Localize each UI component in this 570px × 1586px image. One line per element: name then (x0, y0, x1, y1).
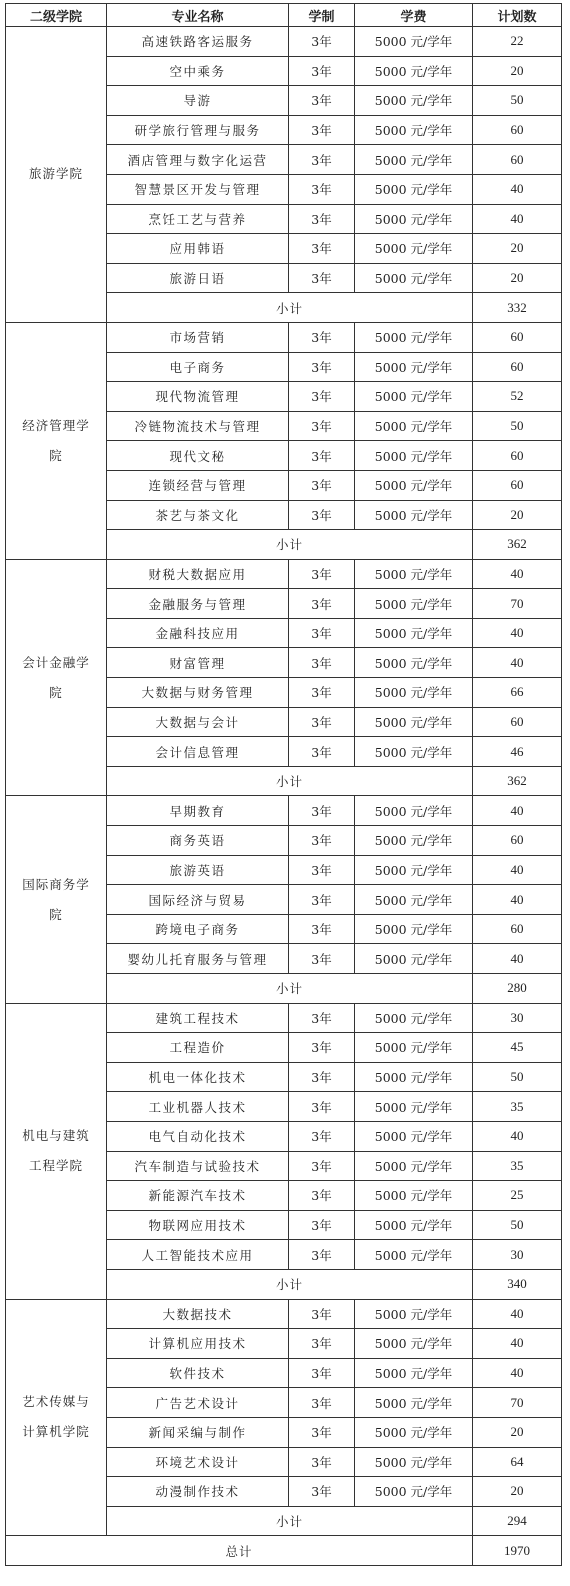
subtotal-label: 小计 (107, 766, 473, 796)
duration-cell: 3年 (289, 559, 355, 589)
duration-cell: 3年 (289, 263, 355, 293)
total-row (6, 1536, 562, 1566)
plan-count-cell: 40 (473, 885, 562, 915)
tuition-cell: 5000 元/学年 (355, 234, 473, 264)
plan-count-cell: 40 (473, 855, 562, 885)
duration-cell: 3年 (289, 589, 355, 619)
tuition-cell: 5000 元/学年 (355, 1417, 473, 1447)
subtotal-label: 小计 (107, 974, 473, 1004)
duration-cell: 3年 (289, 1003, 355, 1033)
duration-cell: 3年 (289, 737, 355, 767)
duration-cell: 3年 (289, 1329, 355, 1359)
enrollment-plan-table (5, 3, 562, 1566)
major-name-cell: 旅游英语 (107, 855, 289, 885)
plan-count-cell: 20 (473, 56, 562, 86)
duration-cell: 3年 (289, 1121, 355, 1151)
tuition-cell: 5000 元/学年 (355, 648, 473, 678)
duration-cell: 3年 (289, 944, 355, 974)
plan-count-cell: 40 (473, 1358, 562, 1388)
major-name-cell: 软件技术 (107, 1358, 289, 1388)
total-value: 1970 (473, 1536, 562, 1566)
tuition-cell: 5000 元/学年 (355, 855, 473, 885)
tuition-cell: 5000 元/学年 (355, 885, 473, 915)
plan-count-cell: 20 (473, 234, 562, 264)
tuition-cell: 5000 元/学年 (355, 559, 473, 589)
subtotal-value: 340 (473, 1269, 562, 1299)
plan-count-cell: 22 (473, 27, 562, 57)
plan-count-cell: 45 (473, 1033, 562, 1063)
tuition-cell: 5000 元/学年 (355, 914, 473, 944)
major-name-cell: 商务英语 (107, 826, 289, 856)
major-name-cell: 应用韩语 (107, 234, 289, 264)
major-name-cell: 现代文秘 (107, 441, 289, 471)
plan-count-cell: 70 (473, 1388, 562, 1418)
header-college: 二级学院 (6, 4, 107, 27)
duration-cell: 3年 (289, 1299, 355, 1329)
tuition-cell: 5000 元/学年 (355, 352, 473, 382)
subtotal-value: 332 (473, 293, 562, 323)
plan-count-cell: 60 (473, 441, 562, 471)
subtotal-value: 362 (473, 530, 562, 560)
table-row (6, 559, 562, 589)
duration-cell: 3年 (289, 1062, 355, 1092)
plan-count-cell: 30 (473, 1003, 562, 1033)
duration-cell: 3年 (289, 56, 355, 86)
plan-count-cell: 60 (473, 707, 562, 737)
header-tuition: 学费 (355, 4, 473, 27)
duration-cell: 3年 (289, 707, 355, 737)
major-name-cell: 国际经济与贸易 (107, 885, 289, 915)
major-name-cell: 连锁经营与管理 (107, 470, 289, 500)
plan-count-cell: 40 (473, 1299, 562, 1329)
tuition-cell: 5000 元/学年 (355, 1092, 473, 1122)
tuition-cell: 5000 元/学年 (355, 115, 473, 145)
major-name-cell: 跨境电子商务 (107, 914, 289, 944)
total-label: 总计 (6, 1536, 473, 1566)
duration-cell: 3年 (289, 145, 355, 175)
plan-count-cell: 20 (473, 263, 562, 293)
duration-cell: 3年 (289, 1388, 355, 1418)
duration-cell: 3年 (289, 86, 355, 116)
major-name-cell: 高速铁路客运服务 (107, 27, 289, 57)
tuition-cell: 5000 元/学年 (355, 1240, 473, 1270)
major-name-cell: 电子商务 (107, 352, 289, 382)
tuition-cell: 5000 元/学年 (355, 1062, 473, 1092)
major-name-cell: 大数据与会计 (107, 707, 289, 737)
table-row (6, 1299, 562, 1329)
duration-cell: 3年 (289, 322, 355, 352)
plan-count-cell: 20 (473, 500, 562, 530)
major-name-cell: 烹饪工艺与营养 (107, 204, 289, 234)
plan-count-cell: 50 (473, 411, 562, 441)
plan-count-cell: 50 (473, 1062, 562, 1092)
major-name-cell: 电气自动化技术 (107, 1121, 289, 1151)
tuition-cell: 5000 元/学年 (355, 1358, 473, 1388)
college-cell: 国际商务学院 (6, 796, 107, 1003)
tuition-cell: 5000 元/学年 (355, 204, 473, 234)
tuition-cell: 5000 元/学年 (355, 944, 473, 974)
college-cell: 经济管理学院 (6, 322, 107, 559)
duration-cell: 3年 (289, 1151, 355, 1181)
major-name-cell: 广告艺术设计 (107, 1388, 289, 1418)
plan-count-cell: 20 (473, 1417, 562, 1447)
major-name-cell: 计算机应用技术 (107, 1329, 289, 1359)
plan-count-cell: 40 (473, 204, 562, 234)
duration-cell: 3年 (289, 1092, 355, 1122)
tuition-cell: 5000 元/学年 (355, 382, 473, 412)
tuition-cell: 5000 元/学年 (355, 1181, 473, 1211)
major-name-cell: 动漫制作技术 (107, 1477, 289, 1507)
major-name-cell: 现代物流管理 (107, 382, 289, 412)
plan-count-cell: 50 (473, 86, 562, 116)
tuition-cell: 5000 元/学年 (355, 174, 473, 204)
major-name-cell: 婴幼儿托育服务与管理 (107, 944, 289, 974)
major-name-cell: 金融服务与管理 (107, 589, 289, 619)
table-header-row (6, 4, 562, 27)
plan-count-cell: 60 (473, 352, 562, 382)
duration-cell: 3年 (289, 855, 355, 885)
tuition-cell: 5000 元/学年 (355, 1477, 473, 1507)
duration-cell: 3年 (289, 826, 355, 856)
header-major: 专业名称 (107, 4, 289, 27)
duration-cell: 3年 (289, 1240, 355, 1270)
duration-cell: 3年 (289, 441, 355, 471)
college-cell: 会计金融学院 (6, 559, 107, 796)
duration-cell: 3年 (289, 618, 355, 648)
major-name-cell: 财税大数据应用 (107, 559, 289, 589)
duration-cell: 3年 (289, 382, 355, 412)
tuition-cell: 5000 元/学年 (355, 470, 473, 500)
major-name-cell: 建筑工程技术 (107, 1003, 289, 1033)
plan-count-cell: 60 (473, 826, 562, 856)
plan-count-cell: 52 (473, 382, 562, 412)
duration-cell: 3年 (289, 1033, 355, 1063)
plan-count-cell: 46 (473, 737, 562, 767)
plan-count-cell: 40 (473, 1121, 562, 1151)
major-name-cell: 财富管理 (107, 648, 289, 678)
major-name-cell: 大数据与财务管理 (107, 678, 289, 708)
duration-cell: 3年 (289, 885, 355, 915)
tuition-cell: 5000 元/学年 (355, 263, 473, 293)
duration-cell: 3年 (289, 678, 355, 708)
tuition-cell: 5000 元/学年 (355, 322, 473, 352)
college-cell: 机电与建筑工程学院 (6, 1003, 107, 1299)
duration-cell: 3年 (289, 174, 355, 204)
tuition-cell: 5000 元/学年 (355, 411, 473, 441)
subtotal-value: 280 (473, 974, 562, 1004)
header-duration: 学制 (289, 4, 355, 27)
major-name-cell: 大数据技术 (107, 1299, 289, 1329)
tuition-cell: 5000 元/学年 (355, 500, 473, 530)
college-cell: 旅游学院 (6, 27, 107, 323)
duration-cell: 3年 (289, 27, 355, 57)
tuition-cell: 5000 元/学年 (355, 1447, 473, 1477)
table-row (6, 27, 562, 57)
duration-cell: 3年 (289, 1181, 355, 1211)
plan-count-cell: 30 (473, 1240, 562, 1270)
major-name-cell: 机电一体化技术 (107, 1062, 289, 1092)
tuition-cell: 5000 元/学年 (355, 589, 473, 619)
major-name-cell: 酒店管理与数字化运营 (107, 145, 289, 175)
major-name-cell: 研学旅行管理与服务 (107, 115, 289, 145)
tuition-cell: 5000 元/学年 (355, 441, 473, 471)
tuition-cell: 5000 元/学年 (355, 56, 473, 86)
major-name-cell: 工程造价 (107, 1033, 289, 1063)
subtotal-value: 362 (473, 766, 562, 796)
plan-count-cell: 64 (473, 1447, 562, 1477)
plan-count-cell: 40 (473, 1329, 562, 1359)
duration-cell: 3年 (289, 470, 355, 500)
tuition-cell: 5000 元/学年 (355, 145, 473, 175)
header-plan-count: 计划数 (473, 4, 562, 27)
tuition-cell: 5000 元/学年 (355, 1210, 473, 1240)
duration-cell: 3年 (289, 914, 355, 944)
subtotal-value: 294 (473, 1506, 562, 1536)
table-row (6, 796, 562, 826)
plan-count-cell: 60 (473, 322, 562, 352)
major-name-cell: 智慧景区开发与管理 (107, 174, 289, 204)
duration-cell: 3年 (289, 234, 355, 264)
subtotal-label: 小计 (107, 293, 473, 323)
plan-count-cell: 35 (473, 1092, 562, 1122)
duration-cell: 3年 (289, 1417, 355, 1447)
plan-count-cell: 70 (473, 589, 562, 619)
plan-count-cell: 20 (473, 1477, 562, 1507)
tuition-cell: 5000 元/学年 (355, 1151, 473, 1181)
major-name-cell: 冷链物流技术与管理 (107, 411, 289, 441)
subtotal-label: 小计 (107, 1506, 473, 1536)
tuition-cell: 5000 元/学年 (355, 86, 473, 116)
college-cell: 艺术传媒与计算机学院 (6, 1299, 107, 1536)
duration-cell: 3年 (289, 204, 355, 234)
duration-cell: 3年 (289, 115, 355, 145)
tuition-cell: 5000 元/学年 (355, 1003, 473, 1033)
tuition-cell: 5000 元/学年 (355, 737, 473, 767)
duration-cell: 3年 (289, 352, 355, 382)
plan-count-cell: 35 (473, 1151, 562, 1181)
table-row (6, 1003, 562, 1033)
plan-count-cell: 60 (473, 470, 562, 500)
major-name-cell: 新闻采编与制作 (107, 1417, 289, 1447)
tuition-cell: 5000 元/学年 (355, 1033, 473, 1063)
major-name-cell: 汽车制造与试验技术 (107, 1151, 289, 1181)
plan-count-cell: 40 (473, 796, 562, 826)
plan-count-cell: 25 (473, 1181, 562, 1211)
duration-cell: 3年 (289, 500, 355, 530)
subtotal-label: 小计 (107, 530, 473, 560)
tuition-cell: 5000 元/学年 (355, 1299, 473, 1329)
major-name-cell: 金融科技应用 (107, 618, 289, 648)
tuition-cell: 5000 元/学年 (355, 678, 473, 708)
tuition-cell: 5000 元/学年 (355, 1121, 473, 1151)
duration-cell: 3年 (289, 411, 355, 441)
major-name-cell: 茶艺与茶文化 (107, 500, 289, 530)
major-name-cell: 导游 (107, 86, 289, 116)
tuition-cell: 5000 元/学年 (355, 618, 473, 648)
major-name-cell: 空中乘务 (107, 56, 289, 86)
plan-count-cell: 60 (473, 914, 562, 944)
duration-cell: 3年 (289, 1447, 355, 1477)
plan-count-cell: 66 (473, 678, 562, 708)
plan-count-cell: 40 (473, 174, 562, 204)
tuition-cell: 5000 元/学年 (355, 796, 473, 826)
major-name-cell: 会计信息管理 (107, 737, 289, 767)
major-name-cell: 早期教育 (107, 796, 289, 826)
plan-count-cell: 40 (473, 559, 562, 589)
table-body (6, 27, 562, 1566)
duration-cell: 3年 (289, 1358, 355, 1388)
plan-count-cell: 60 (473, 145, 562, 175)
duration-cell: 3年 (289, 648, 355, 678)
duration-cell: 3年 (289, 1210, 355, 1240)
tuition-cell: 5000 元/学年 (355, 1329, 473, 1359)
plan-count-cell: 40 (473, 618, 562, 648)
plan-count-cell: 40 (473, 648, 562, 678)
tuition-cell: 5000 元/学年 (355, 826, 473, 856)
tuition-cell: 5000 元/学年 (355, 27, 473, 57)
plan-count-cell: 50 (473, 1210, 562, 1240)
major-name-cell: 市场营销 (107, 322, 289, 352)
table-row (6, 322, 562, 352)
major-name-cell: 旅游日语 (107, 263, 289, 293)
duration-cell: 3年 (289, 796, 355, 826)
tuition-cell: 5000 元/学年 (355, 1388, 473, 1418)
major-name-cell: 环境艺术设计 (107, 1447, 289, 1477)
tuition-cell: 5000 元/学年 (355, 707, 473, 737)
major-name-cell: 人工智能技术应用 (107, 1240, 289, 1270)
major-name-cell: 新能源汽车技术 (107, 1181, 289, 1211)
plan-count-cell: 60 (473, 115, 562, 145)
duration-cell: 3年 (289, 1477, 355, 1507)
major-name-cell: 物联网应用技术 (107, 1210, 289, 1240)
plan-count-cell: 40 (473, 944, 562, 974)
subtotal-label: 小计 (107, 1269, 473, 1299)
major-name-cell: 工业机器人技术 (107, 1092, 289, 1122)
